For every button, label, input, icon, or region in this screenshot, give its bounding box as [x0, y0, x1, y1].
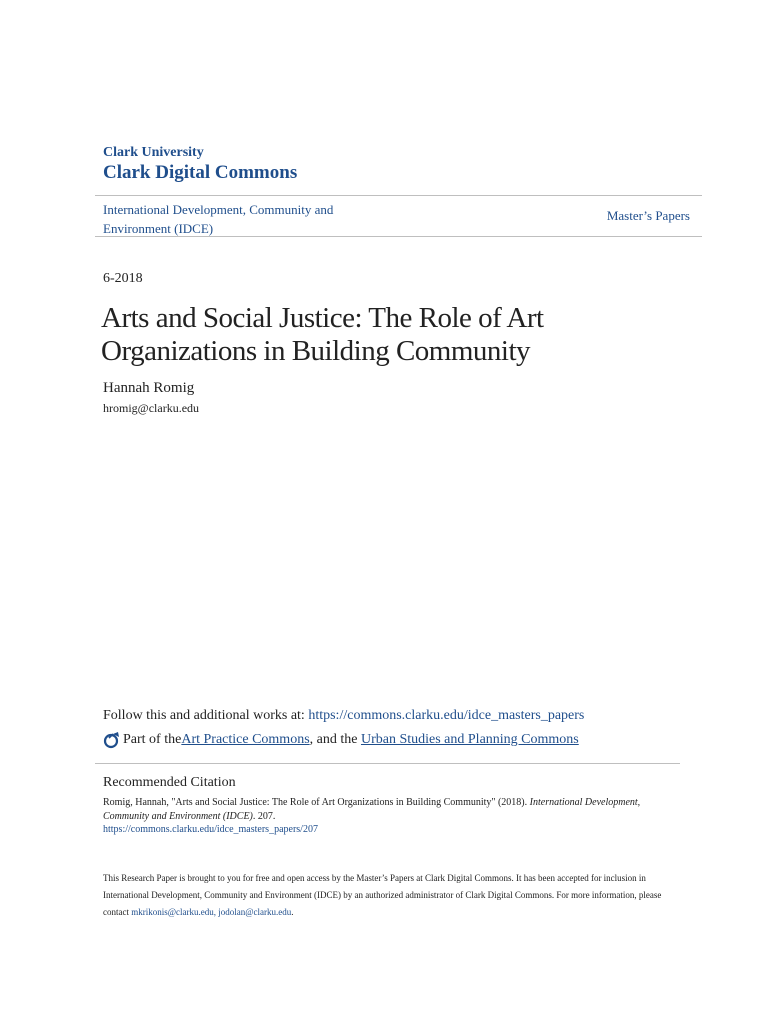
part-of-middle: , and the: [309, 732, 361, 747]
follow-prefix: Follow this and additional works at:: [103, 708, 309, 723]
part-of-prefix: Part of the: [123, 732, 182, 747]
document-title: Arts and Social Justice: The Role of Art Organizations in Building Community: [101, 302, 544, 367]
repository-link[interactable]: Clark Digital Commons: [103, 162, 298, 183]
publication-date: 6-2018: [103, 271, 143, 286]
author-name[interactable]: Hannah Romig: [103, 380, 195, 396]
notice-text: This Research Paper is brought to you for free and open access by the Master’s Papers at Clark Digital Commons. It has been accepted for inclusion in International Development, Community and Environment (IDCE) by an authorized administrator of Clark Digital Commons. For more information, please contact: [103, 873, 662, 917]
bepress-icon: [103, 731, 121, 749]
citation-url-link[interactable]: https://commons.clarku.edu/idce_masters_papers/207: [103, 824, 318, 835]
citation-italic: International Development, Community and Environment (IDCE): [103, 797, 641, 822]
urban-studies-commons-link[interactable]: Urban Studies and Planning Commons: [360, 732, 579, 747]
citation-plain: Romig, Hannah, "Arts and Social Justice: The Role of Art Organizations in Building Community" (2018).: [103, 797, 530, 808]
citation-heading: Recommended Citation: [103, 775, 236, 790]
follow-url-link[interactable]: https://commons.clarku.edu/idce_masters_papers: [308, 708, 585, 723]
author-email[interactable]: hromig@clarku.edu: [103, 401, 200, 415]
citation-end: . 207.: [252, 811, 276, 822]
collection-header-band: [95, 195, 702, 237]
collection-link[interactable]: International Development, Community and Environment (IDCE): [103, 202, 334, 236]
contact-email-link[interactable]: mkrikonis@clarku.edu, jodolan@clarku.edu: [131, 907, 292, 917]
part-of-line: [103, 731, 579, 749]
citation-text: [103, 796, 673, 824]
series-link[interactable]: Master’s Papers: [606, 208, 690, 223]
access-notice: [103, 870, 673, 921]
institution-link[interactable]: Clark University: [103, 145, 204, 160]
art-practice-commons-link[interactable]: Art Practice Commons: [181, 732, 310, 747]
section-divider: [95, 763, 680, 764]
notice-end: .: [291, 907, 294, 917]
follow-line: [103, 708, 584, 724]
